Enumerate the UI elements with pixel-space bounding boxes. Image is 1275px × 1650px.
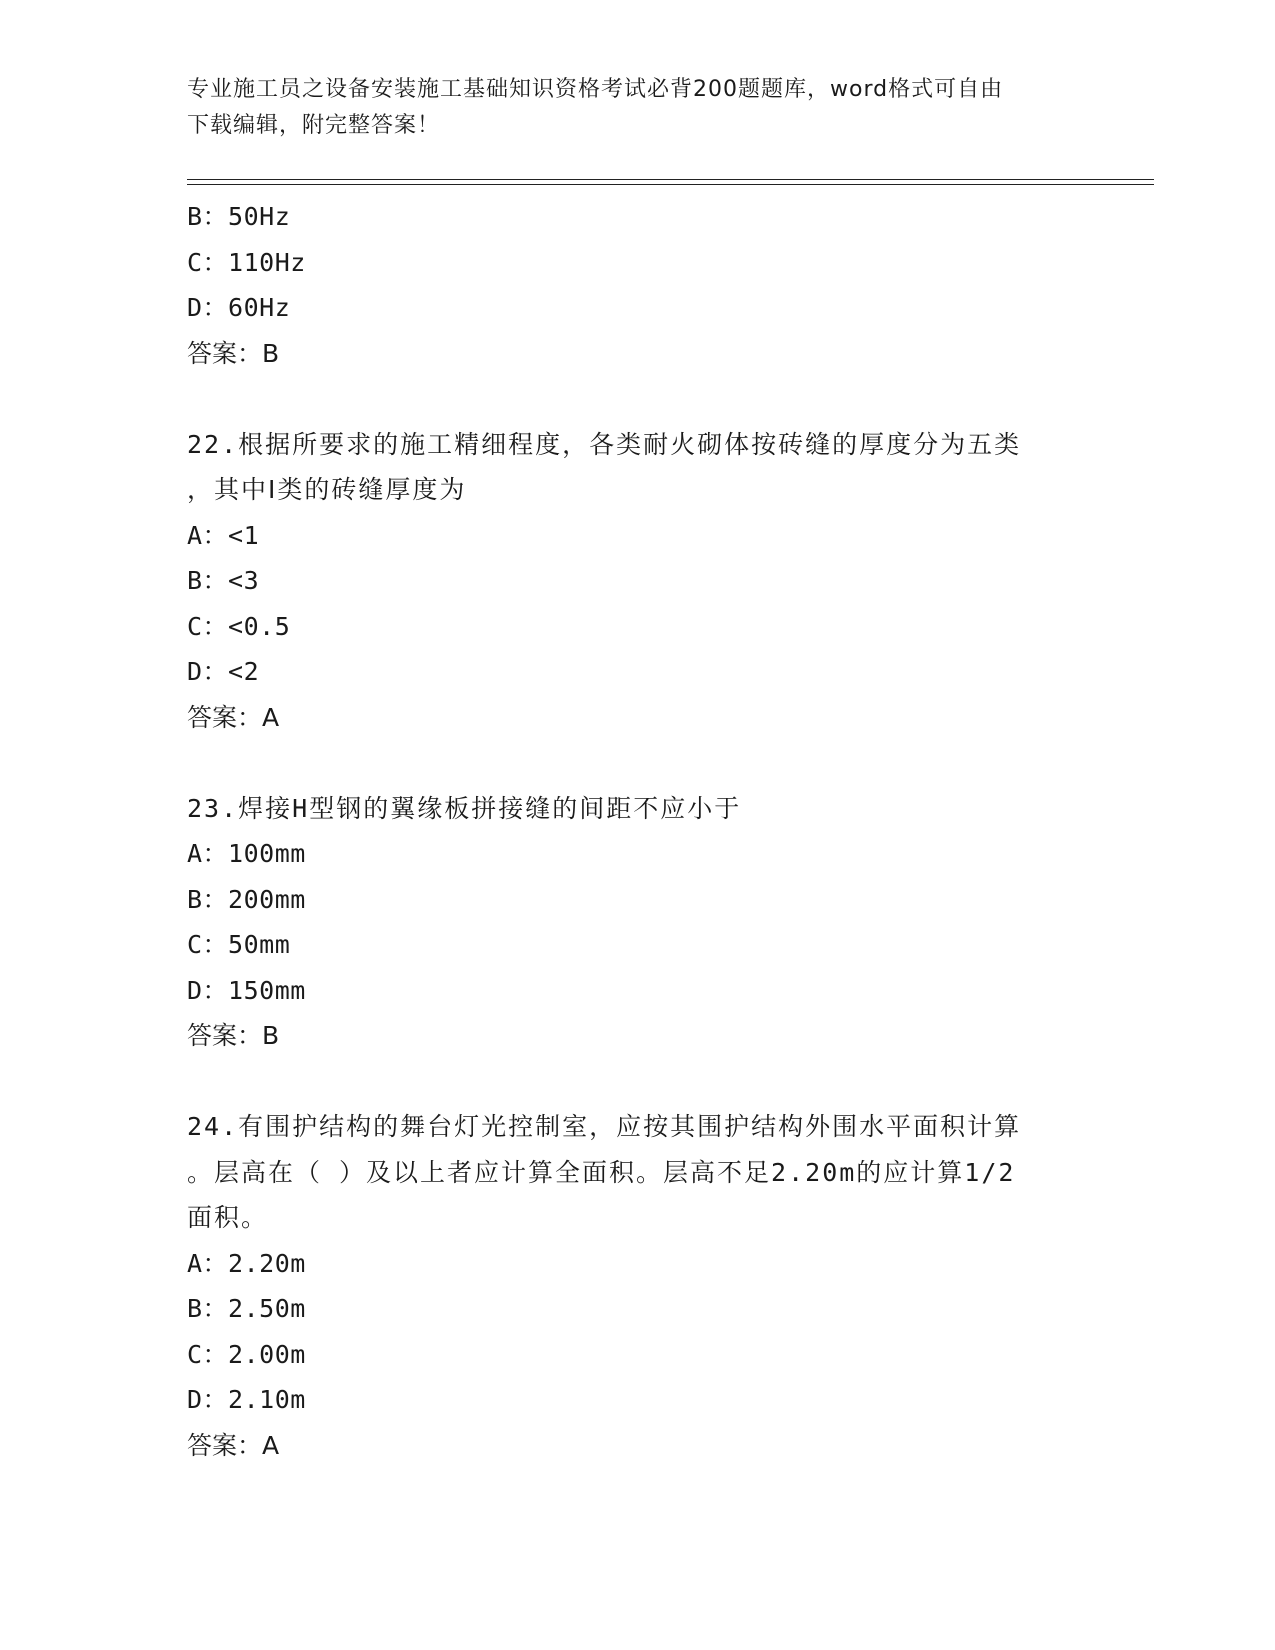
question-text-line: 22.根据所要求的施工精细程度，各类耐火砌体按砖缝的厚度分为五类: [187, 429, 1022, 459]
question-text: [187, 422, 1067, 513]
option-c: C：<0.5: [187, 611, 291, 641]
option-d: D：2.10m: [187, 1385, 306, 1414]
question-text-line: 。层高在（ ）及以上者应计算全面积。层高不足2.20m的应计算1/2: [187, 1157, 1016, 1187]
option-b: B：<3: [187, 566, 260, 595]
question-block-22: [187, 422, 1067, 741]
question-text: [187, 786, 1067, 832]
option-c: C：50mm: [187, 930, 291, 959]
document-header: [187, 72, 1067, 144]
question-block-continued: [187, 194, 1067, 376]
option-d: D：150mm: [187, 975, 306, 1005]
spacer: [187, 740, 1067, 786]
answer-line: 答案：B: [187, 1021, 280, 1050]
question-block-24: [187, 1104, 1067, 1468]
question-text-line: 24.有围护结构的舞台灯光控制室，应按其围护结构外围水平面积计算: [187, 1112, 1022, 1141]
header-line-1: 专业施工员之设备安装施工基础知识资格考试必背200题题库，word格式可自由: [187, 77, 1004, 102]
question-list: [187, 194, 1067, 1468]
question-text-line: 23.焊接H型钢的翼缘板拼接缝的间距不应小于: [187, 793, 742, 823]
option-b: B：50Hz: [187, 202, 291, 231]
spacer: [187, 376, 1067, 422]
question-text-line: ，其中Ⅰ类的砖缝厚度为: [187, 475, 467, 504]
header-line-2: 下载编辑，附完整答案！: [187, 113, 441, 138]
header-divider-top: [187, 179, 1154, 180]
option-d: D：<2: [187, 657, 260, 686]
answer-line: 答案：A: [187, 1430, 280, 1460]
answer-line: 答案：B: [187, 338, 280, 368]
option-d: D：60Hz: [187, 293, 291, 322]
option-a: A：100mm: [187, 839, 306, 868]
question-block-23: [187, 786, 1067, 1059]
spacer: [187, 1059, 1067, 1105]
option-a: A：<1: [187, 520, 260, 550]
question-text: [187, 1104, 1067, 1241]
question-text-line: 面积。: [187, 1203, 269, 1232]
option-b: B：2.50m: [187, 1294, 306, 1323]
option-a: A：2.20m: [187, 1248, 306, 1278]
option-c: C：110Hz: [187, 247, 306, 277]
option-b: B：200mm: [187, 884, 306, 914]
answer-line: 答案：A: [187, 702, 280, 732]
header-divider-bottom: [187, 184, 1154, 185]
option-c: C：2.00m: [187, 1339, 306, 1369]
